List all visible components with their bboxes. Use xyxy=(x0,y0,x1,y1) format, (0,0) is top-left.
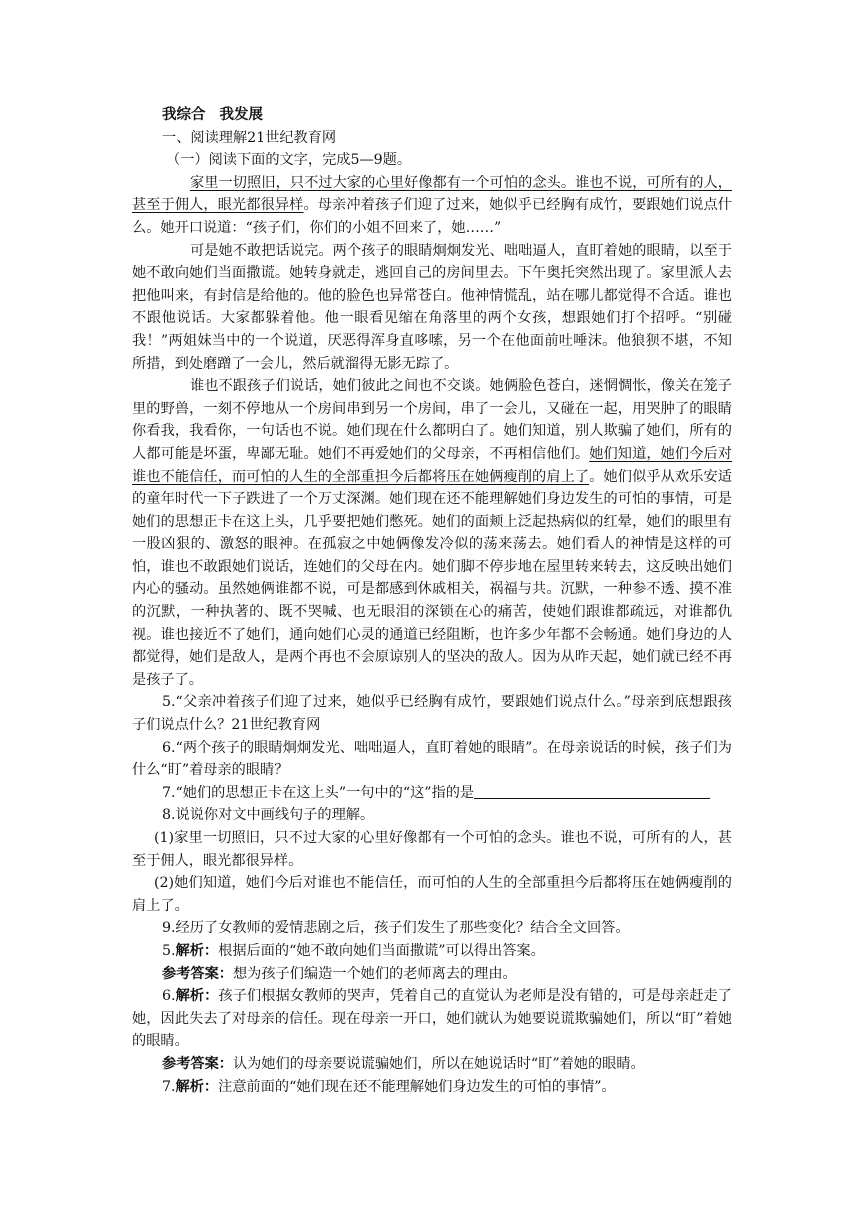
question-7 xyxy=(132,782,732,805)
passage-paragraph-2: 可是她不敢把话说完。两个孩子的眼睛炯炯发光、咄咄逼人，直盯着她的眼睛，以至于她不敢向她们当面撒谎。她转身就走，逃回自己的房间里去。下午奥托突然出现了。家里派人去把他叫来，有封信是给他的。他的脸色也异常苍白。他神情慌乱，站在哪儿都觉得不合适。谁也不跟他说话。大家都躲着他。他一眼看见缩在角落里的两个女孩，想跟她们打个招呼。“别碰我！”两姐妹当中的一个说道，厌恶得浑身直哆嗦，另一个在他面前吐唾沫。他狼狈不堪，不知所措，到处磨蹭了一会儿，然后就溜得无影无踪了。 xyxy=(132,242,732,372)
document-body xyxy=(132,104,732,1098)
question-6: 6.“两个孩子的眼睛炯炯发光、咄咄逼人，直盯着她的眼睛”。在母亲说话的时候，孩子们为什么“盯”着母亲的眼睛？ xyxy=(132,739,732,779)
question-7-text: 7.“她们的思想正卡在这上头”一句中的“这”指的是 xyxy=(162,784,475,801)
question-5: 5.“父亲冲着孩子们迎了过来，她似乎已经胸有成竹，要跟她们说点什么。”母亲到底想跟孩子们说点什么？21世纪教育网 xyxy=(132,694,732,734)
analysis-6-text: 孩子们根据女教师的哭声，凭着自己的直觉认为老师是没有错的，可是母亲赶走了她，因此失去了对母亲的信任。现在母亲一开口，她们就认为她要说谎欺骗她们，所以“盯”着她的眼睛。 xyxy=(132,988,732,1050)
analysis-label: 解析： xyxy=(175,942,219,959)
title-part-2: 我发展 xyxy=(219,106,263,123)
analysis-7-number: 7. xyxy=(162,1078,176,1095)
analysis-label: 解析： xyxy=(175,1078,219,1095)
question-8: 8.说说你对文中画线句子的理解。 xyxy=(162,807,375,824)
analysis-6-number: 6. xyxy=(162,988,176,1005)
answer-6 xyxy=(132,1053,732,1076)
answer-6-text: 认为她们的母亲要说谎骗她们，所以在她说话时“盯”着她的眼睛。 xyxy=(232,1055,645,1072)
paragraph-3-end: 。她们似乎从欢乐安适的童年时代一下子跌进了一个万丈深渊。她们现在还不能理解她们身边发生的可怕的事情，可是她们的思想正卡在这上头，几乎要把她们憋死。她们的面颊上泛起热病似的红晕，她们的眼里有一股凶狠的、激怒的眼神。在孤寂之中她俩像发冷似的荡来荡去。她们看人的神情是这样的可怕，谁也不敢跟她们说话，连她们的父母在内。她们脚不停步地在屋里转来转去，这反映出她们内心的骚动。虽然她俩谁都不说，可是都感到休戚相关，祸福与共。沉默，一种参不透、摸不准的沉默，一种执著的、既不哭喊、也无眼泪的深锁在心的痛苦，使她们跟谁都疏远，对谁都仇视。谁也接近不了她们，通向她们心灵的通道已经阻断，也许多少年都不会畅通。她们身边的人都觉得，她们是敌人，是两个再也不会原谅别人的坚决的敌人。因为从昨天起，她们就已经不再是孩子了。 xyxy=(132,468,732,688)
answer-label: 参考答案： xyxy=(162,965,233,982)
underlined-sentence-2: 她们知道，她们今后对谁也不能信任，而可怕的人生的全部重担今后都将压在她俩瘦削的肩上了 xyxy=(132,445,732,485)
question-8-part-2: (2)她们知道，她们今后对谁也不能信任，而可怕的人生的全部重担今后都将压在她俩瘦削的肩上了。 xyxy=(132,875,732,914)
passage-paragraph-1 xyxy=(132,172,732,240)
analysis-5 xyxy=(132,940,732,963)
paragraph-3-start: 谁也不跟孩子们说话，她们彼此之间也不交谈。她俩脸色苍白，迷惘惆怅，像关在笼子里的野兽，一刻不停地从一个房间串到另一个房间，串了一会儿，又碰在一起，用哭肿了的眼睛你看我，我看你，一句话也不说。她们现在什么都明白了。她们知道，别人欺骗了她们，所有的人都可能是坏蛋，卑鄙无耻。她们不再爱她们的父母亲，不再相信他们。 xyxy=(132,378,732,462)
answer-label: 参考答案： xyxy=(162,1055,233,1072)
underlined-sentence-1: 家里一切照旧，只不过大家的心里好像都有一个可怕的念头。谁也不说，可所有的人，甚至于佣人，眼光都很异样 xyxy=(132,174,732,214)
section-heading: 一、阅读理解21世纪教育网 xyxy=(162,129,337,146)
question-8-part-1: (1)家里一切照旧，只不过大家的心里好像都有一个可怕的念头。谁也不说，可所有的人，甚至于佣人，眼光都很异样。 xyxy=(132,830,732,869)
analysis-label: 解析： xyxy=(175,988,219,1005)
page-title xyxy=(132,104,732,127)
answer-blank xyxy=(474,784,710,799)
analysis-5-text: 根据后面的“她不敢向她们当面撒谎”可以得出答案。 xyxy=(218,942,545,959)
paragraph-1-rest: 。母亲冲着孩子们迎了过来，她似乎已经胸有成竹，要跟她们说点什么。她开口说道：“孩子们，你们的小姐不回来了，她……” xyxy=(132,197,732,236)
analysis-5-number: 5. xyxy=(162,942,176,959)
passage-paragraph-3 xyxy=(132,375,732,691)
analysis-6 xyxy=(132,985,732,1053)
answer-5-text: 想为孩子们编造一个她们的老师离去的理由。 xyxy=(232,965,517,982)
answer-5 xyxy=(132,963,732,986)
analysis-7 xyxy=(132,1076,732,1099)
analysis-7-text: 注意前面的“她们现在还不能理解她们身边发生的可怕的事情”。 xyxy=(218,1078,616,1095)
question-9: 9.经历了女教师的爱情悲剧之后，孩子们发生了那些变化？结合全文回答。 xyxy=(162,920,630,937)
section-instruction: （一）阅读下面的文字，完成5—9题。 xyxy=(166,152,412,169)
title-part-1: 我综合 xyxy=(162,106,206,123)
